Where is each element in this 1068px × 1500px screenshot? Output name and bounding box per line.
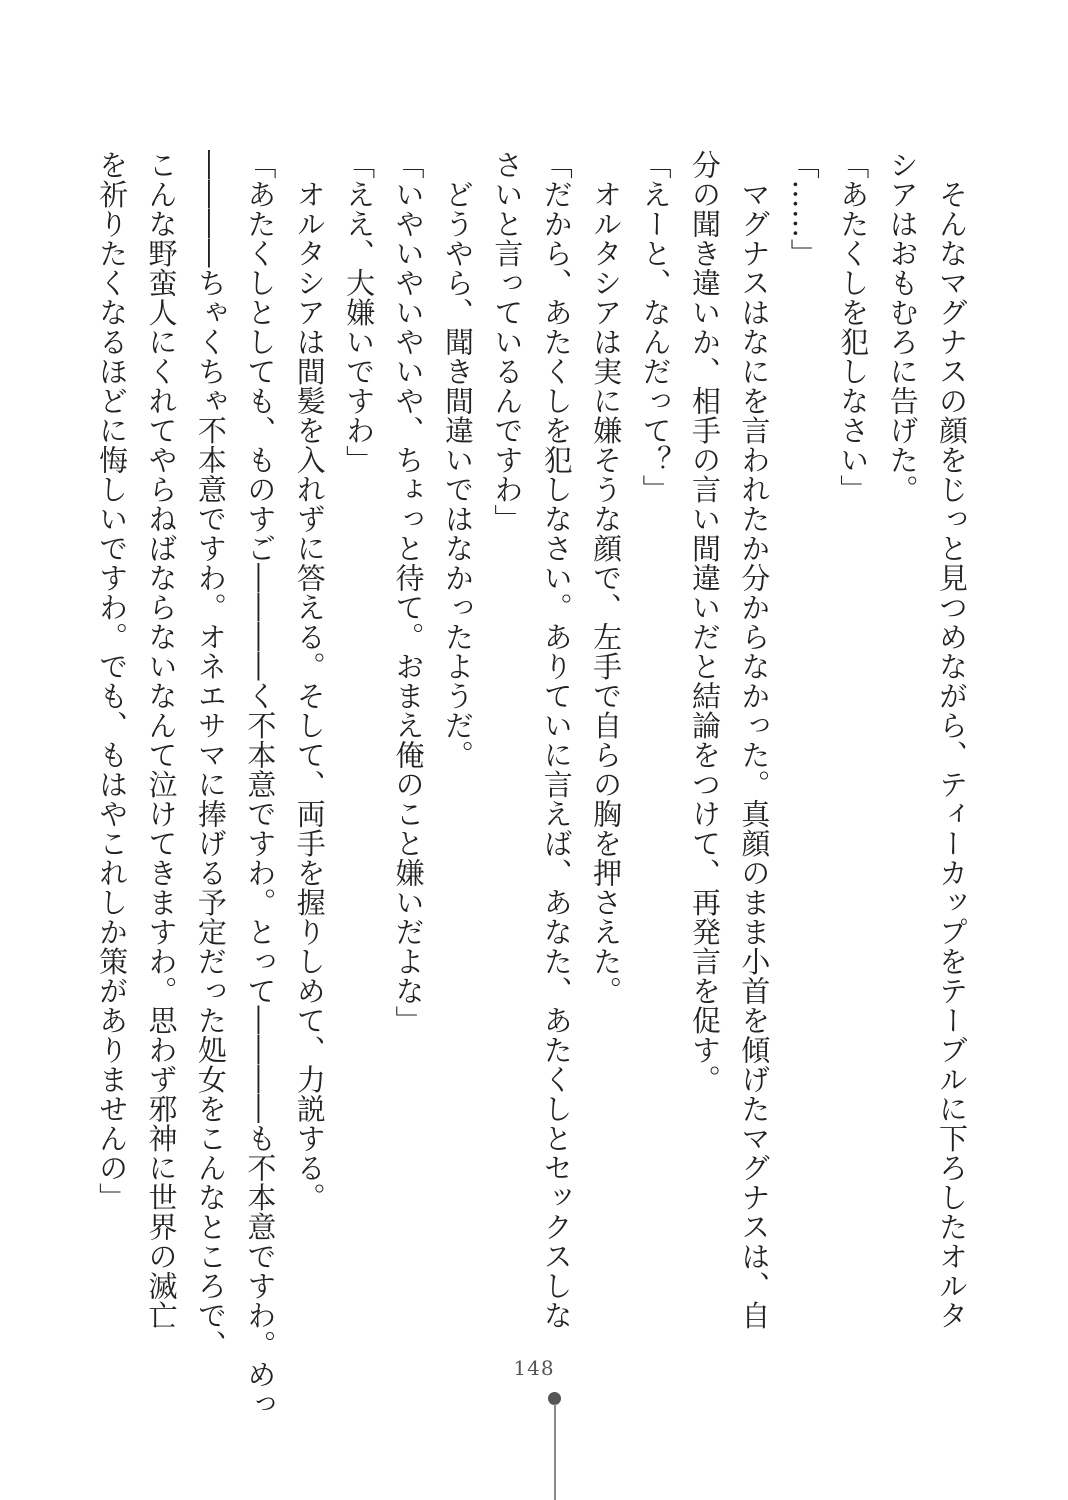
- text-line: シアはおもむろに告げた。: [885, 150, 920, 504]
- page-number: 148: [513, 1356, 555, 1380]
- text-line: ――――ちゃくちゃ不本意ですわ。オネエサマに捧げる予定だった処女をこんなところで、: [193, 150, 228, 1360]
- text-line: 「……」: [786, 150, 821, 268]
- marker-line: [554, 1404, 556, 1500]
- text-line: 「あたくしとしても、ものすご――――く不本意ですわ。とって――――も不本意ですわ。めっ: [243, 150, 278, 1419]
- text-line: 「ええ、大嫌いですわ」: [342, 150, 377, 475]
- text-line: 「だから、あたくしを犯しなさい。ありていに言えば、あなた、あたくしとセックスしな: [539, 150, 574, 1330]
- text-line: 「あたくしを犯しなさい」: [836, 150, 871, 504]
- text-line: さいと言っているんですわ」: [490, 150, 525, 534]
- text-line: 「いやいやいやいや、ちょっと待て。おまえ俺のこと嫌いだよな」: [391, 150, 426, 1035]
- text-line: そんなマグナスの顔をじっと見つめながら、ティーカップをテーブルに下ろしたオルタ: [935, 150, 969, 1330]
- text-line: どうやら、聞き間違いではなかったようだ。: [440, 150, 475, 770]
- page-marker: [548, 1392, 562, 1500]
- text-line: 分の聞き違いか、相手の言い間違いだと結論をつけて、再発言を促す。: [687, 150, 722, 1094]
- text-line: 「えーと、なんだって？」: [638, 150, 673, 504]
- text-line: こんな野蛮人にくれてやらねばならないなんて泣けてきますわ。思わず邪神に世界の滅亡: [144, 150, 179, 1330]
- text-line: オルタシアは間髪を入れずに答える。そして、両手を握りしめて、力説する。: [292, 150, 327, 1212]
- text-line: を祈りたくなるほどに悔しいですわ。でも、もはやこれしか策がありませんの」: [95, 150, 130, 1212]
- text-line: オルタシアは実に嫌そうな顔で、左手で自らの胸を押さえた。: [589, 150, 624, 1006]
- text-line: マグナスはなにを言われたか分からなかった。真顔のまま小首を傾げたマグナスは、自: [737, 150, 772, 1330]
